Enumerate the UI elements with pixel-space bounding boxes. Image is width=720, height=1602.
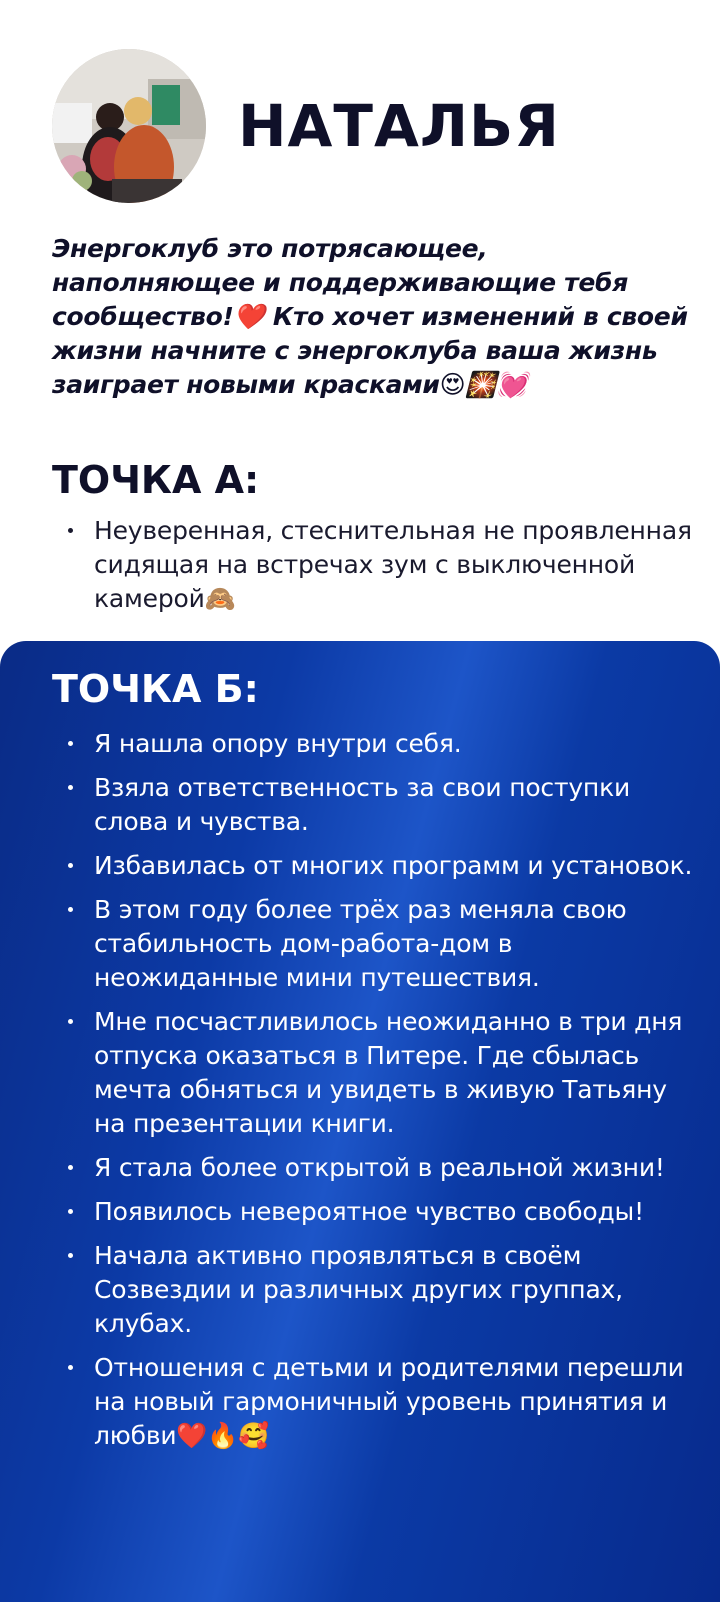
list-item <box>52 771 702 839</box>
list-item <box>52 1151 702 1185</box>
list-item <box>52 1351 702 1453</box>
list-item-text: Появилось невероятное чувство свободы! <box>94 1197 644 1226</box>
point-a-title: ТОЧКА А: <box>52 458 260 502</box>
bullet-icon <box>68 1253 73 1258</box>
list-item-text: Начала активно проявляться в своём Созвездии и различных других группах, клубах. <box>94 1241 623 1338</box>
point-a-list <box>52 514 692 616</box>
bullet-icon <box>68 785 73 790</box>
avatar-photo-icon <box>52 49 206 203</box>
list-item <box>52 849 702 883</box>
list-item-text: Взяла ответственность за свои поступки слова и чувства. <box>94 773 631 836</box>
list-item-text: Мне посчастливилось неожиданно в три дня отпуска оказаться в Питере. Где сбылась мечта обняться и увидеть в живую Татьяну на презентации книги. <box>94 1007 683 1138</box>
point-b-panel <box>0 641 720 1602</box>
list-item <box>52 514 692 616</box>
list-item <box>52 1239 702 1341</box>
bullet-icon <box>68 1019 73 1024</box>
bullet-icon <box>68 528 73 533</box>
list-item-text: В этом году более трёх раз меняла свою стабильность дом-работа-дом в неожиданные мини путешествия. <box>94 895 627 992</box>
bullet-icon <box>68 907 73 912</box>
bullet-icon <box>68 1365 73 1370</box>
profile-header <box>52 49 692 203</box>
bullet-icon <box>68 1165 73 1170</box>
bullet-icon <box>68 741 73 746</box>
list-item-text: Я стала более открытой в реальной жизни! <box>94 1153 665 1182</box>
person-name: НАТАЛЬЯ <box>238 92 560 160</box>
list-item-text: Отношения с детьми и родителями перешли на новый гармоничный уровень принятия и любви❤️🔥🥰 <box>94 1353 684 1450</box>
bullet-icon <box>68 1209 73 1214</box>
bullet-icon <box>68 863 73 868</box>
testimonial-quote: Энергоклуб это потрясающее, наполняющее и поддерживающие тебя сообщество!❤️ Кто хочет изменений в своей жизни начните с энергоклуба ваша жизнь заиграет новыми красками😍🎇💓 <box>52 234 688 399</box>
avatar <box>52 49 206 203</box>
point-b-list <box>52 727 702 1463</box>
point-b-title: ТОЧКА Б: <box>52 667 259 711</box>
list-item-text: Я нашла опору внутри себя. <box>94 729 462 758</box>
list-item <box>52 727 702 761</box>
list-item-text: Избавилась от многих программ и установок. <box>94 851 693 880</box>
list-item <box>52 893 702 995</box>
list-item <box>52 1195 702 1229</box>
list-item <box>52 1005 702 1141</box>
list-item-text: Неуверенная, стеснительная не проявленная сидящая на встречах зум с выключенной камерой🙈 <box>94 516 692 613</box>
